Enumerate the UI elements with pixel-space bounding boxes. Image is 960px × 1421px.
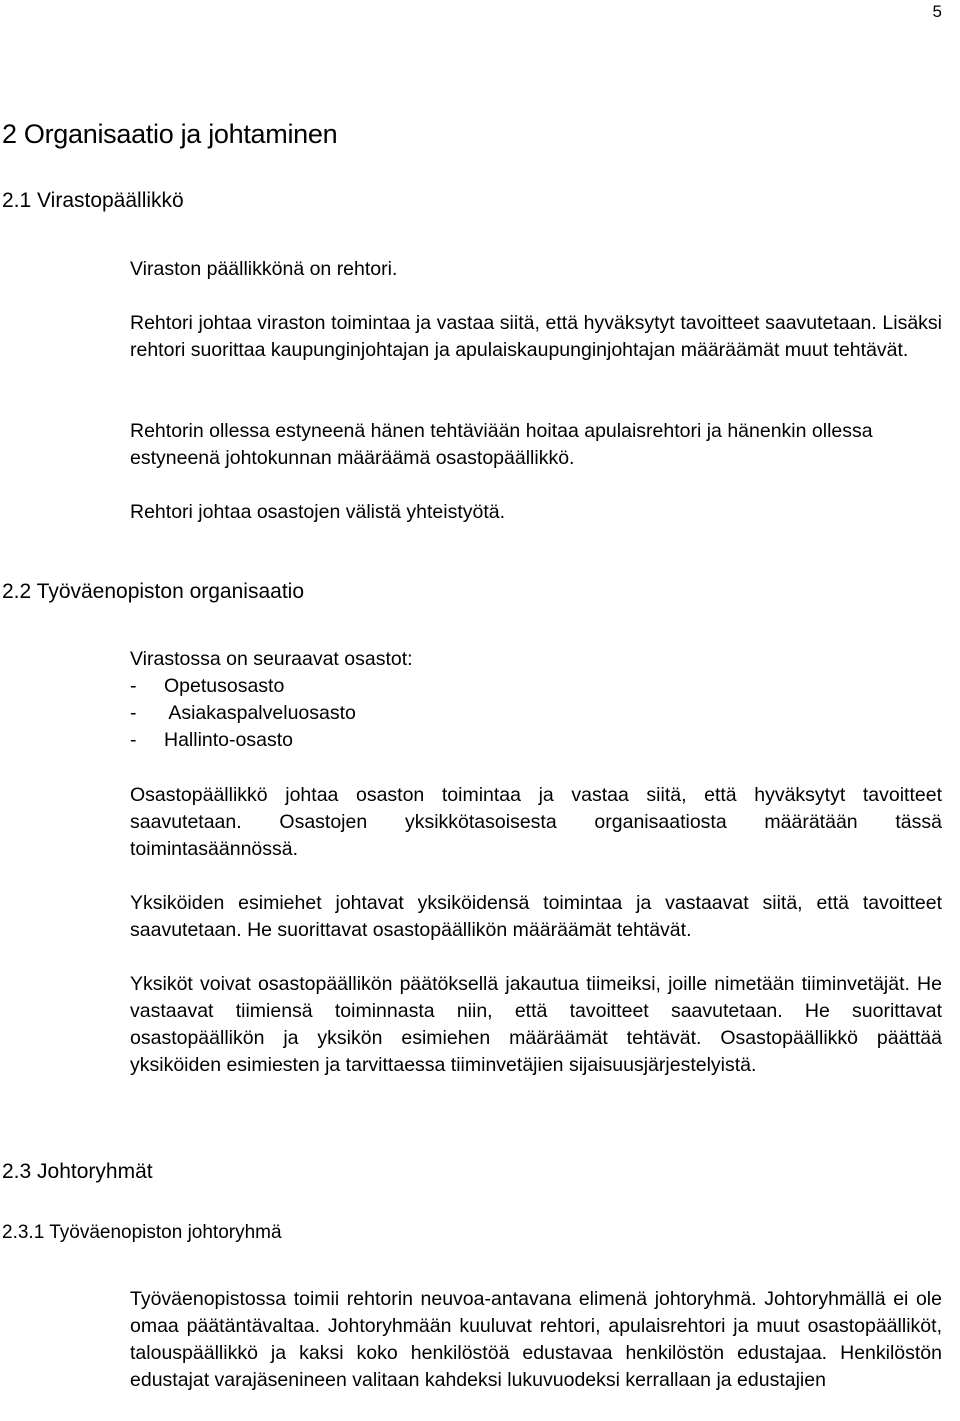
list-marker: - <box>130 702 137 724</box>
list-item: - Opetusosasto <box>130 673 942 700</box>
chapter-heading: 2 Organisaatio ja johtaminen <box>2 119 338 149</box>
section-heading-2-1: 2.1 Virastopäällikkö <box>2 189 184 212</box>
paragraph-2: Rehtori johtaa viraston toimintaa ja vastaa siitä, että hyväksytyt tavoitteet saavutetaan. Lisäksi rehtori suorittaa kaupunginjohtajan ja apulaiskaupunginjohtajan määräämät muut tehtävät. <box>130 312 942 361</box>
list-marker: - <box>130 729 137 751</box>
list-item: - Asiakaspalveluosasto <box>130 700 942 727</box>
paragraph-6: Yksiköiden esimiehet johtavat yksiköidensä toimintaa ja vastaavat siitä, että tavoitteet saavutetaan. He suorittavat osastopäällikön määräämät tehtävät. <box>130 892 942 941</box>
paragraph-5: Osastopäällikkö johtaa osaston toimintaa ja vastaa siitä, että hyväksytyt tavoitteet saavutetaan. Osastojen yksikkötasoisesta organisaatiosta määrätään tässä toimintasäännössä. <box>130 784 942 860</box>
page-number: 5 <box>932 2 942 21</box>
section-heading-2-3: 2.3 Johtoryhmät <box>2 1160 153 1183</box>
list-item: - Hallinto-osasto <box>130 727 942 754</box>
paragraph-1: Viraston päällikkönä on rehtori. <box>130 258 398 280</box>
department-list <box>130 646 942 754</box>
paragraph-3: Rehtorin ollessa estyneenä hänen tehtäviään hoitaa apulaisrehtori ja hänenkin ollessa estyneenä johtokunnan määräämä osastopäällikkö. <box>130 420 873 469</box>
list-marker: - <box>130 675 137 697</box>
subsection-heading-2-3-1: 2.3.1 Työväenopiston johtoryhmä <box>2 1222 282 1243</box>
paragraph-8: Työväenopistossa toimii rehtorin neuvoa-antavana elimenä johtoryhmä. Johtoryhmällä ei ole omaa päätäntävaltaa. Johtoryhmään kuuluvat rehtori, apulaisrehtori ja muut osastopäälliköt, talouspäällikkö ja kaksi koko henkilöstöä edustavaa henkilöstön edustajaa. Henkilöstön edustajat varajäsenineen valitaan kahdeksi lukuvuodeksi kerrallaan ja edustajien <box>130 1288 942 1391</box>
list-intro: Virastossa on seuraavat osastot: <box>130 648 413 670</box>
section-heading-2-2: 2.2 Työväenopiston organisaatio <box>2 580 304 603</box>
paragraph-7: Yksiköt voivat osastopäällikön päätöksellä jakautua tiimeiksi, joille nimetään tiiminvetäjät. He vastaavat tiimiensä toiminnasta niin, että tavoitteet saavutetaan. He suorittavat osastopäällikön ja yksikön esimiehen määräämät tehtävät. Osastopäällikkö päättää yksiköiden esimiesten ja tarvittaessa tiiminvetäjien sijaisuusjärjestelyistä. <box>130 973 942 1076</box>
paragraph-4: Rehtori johtaa osastojen välistä yhteistyötä. <box>130 501 506 523</box>
